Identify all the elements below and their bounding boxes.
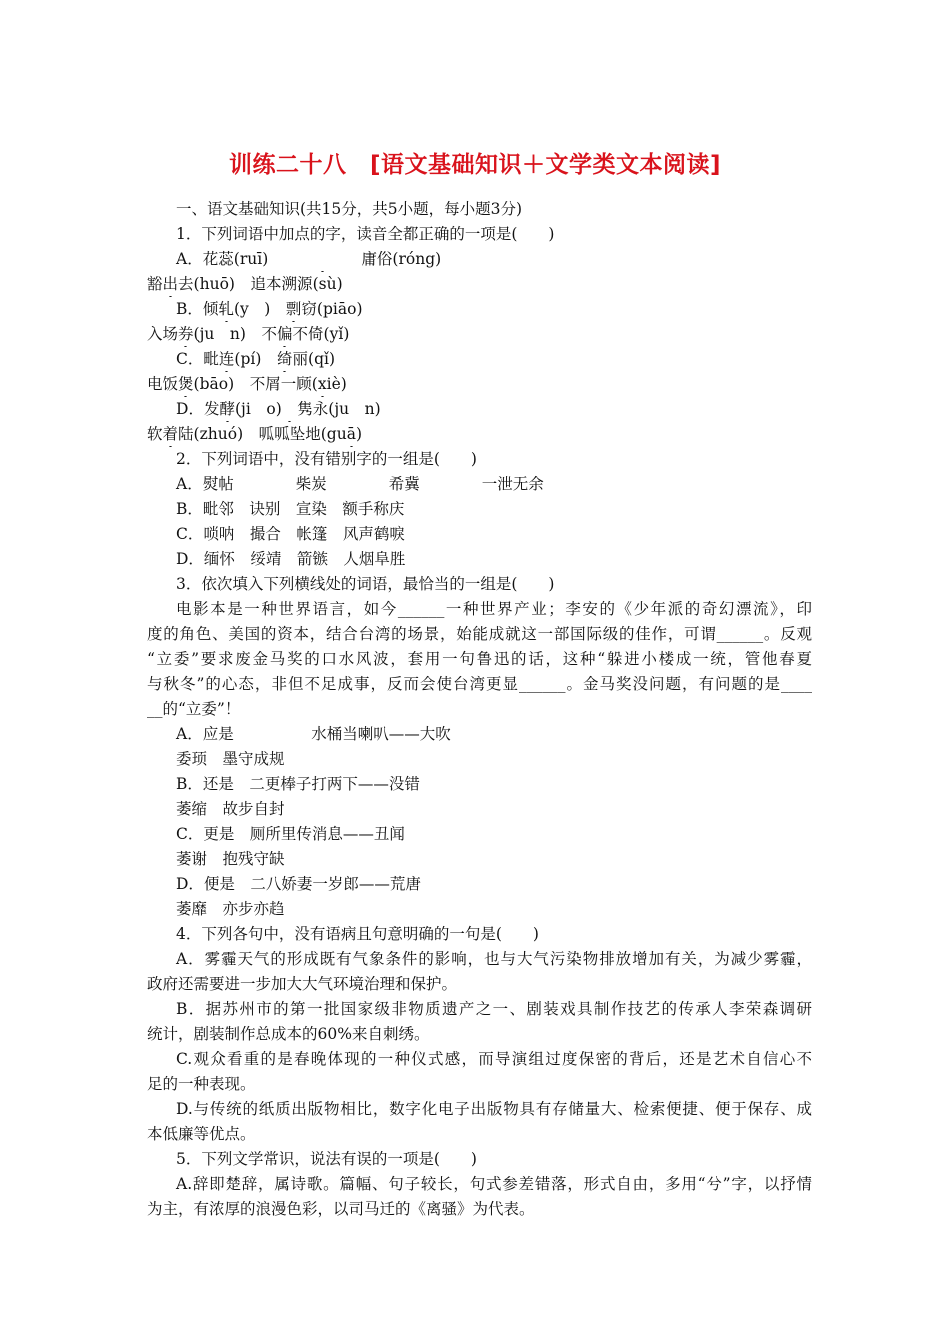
text-line: 萎谢 抱残守缺: [176, 850, 285, 868]
emphasis-dot-char: 券: [178, 322, 194, 347]
emphasis-dot-char: 出: [163, 272, 179, 297]
text-line: 萎靡 亦步亦趋: [176, 900, 285, 918]
text-line: A．应是 水桶当喇叭——大吹: [176, 725, 451, 743]
text-line: 为主，有浓厚的浪漫色彩，以司马迁的《离骚》为代表。: [147, 1200, 535, 1218]
text-line: 1．下列词语中加点的字，读音全都正确的一项是( ): [176, 225, 555, 243]
text-line: B．据苏州市的第一批国家级非物质遗产之一、剧装戏具制作技艺的传承人李荣森调研: [176, 1000, 812, 1018]
text-line: 足的一种表现。: [147, 1075, 256, 1093]
text-line: 豁出去(huō) 追本溯源(sù): [147, 272, 812, 297]
emphasis-dot-char: 连: [219, 347, 235, 372]
text-line: 政府还需要进一步加大大气环境治理和保护。: [147, 975, 458, 993]
text-line: 委顼 墨守成规: [176, 750, 285, 768]
text-line: 3．依次填入下列横线处的词语，最恰当的一组是( ): [176, 575, 555, 593]
text-line: D．缅怀 绥靖 箭镞 人烟阜胜: [176, 550, 406, 568]
text-line: D.与传统的纸质出版物相比，数字化电子出版物具有存储量大、检索便捷、便于保存、成: [176, 1100, 812, 1118]
text-line: 电影本是一种世界语言，如今______一种世界产业；李安的《少年派的奇幻漂流》，印: [176, 600, 812, 618]
text-line: __的“立委”！: [147, 700, 241, 718]
text-line: D．发酵(ji o) 隽永(ju n): [147, 397, 812, 422]
text-line: A.辞即楚辞，属诗歌。篇幅、句子较长，句式参差错落，形式自由，多用“兮”字，以抒情: [176, 1175, 812, 1193]
emphasis-dot-char: 轧: [218, 297, 234, 322]
emphasis-dot-char: 偏: [277, 322, 293, 347]
emphasis-dot-char: [282, 397, 298, 422]
page-title: 训练二十八 [语文基础知识＋文学类文本阅读]: [228, 152, 722, 178]
text-line: “立委”要求废金马奖的口水风波，套用一句鲁迅的话，这种“躲进小楼成一统，管他春夏: [147, 650, 812, 668]
text-line: 萎缩 故步自封: [176, 800, 285, 818]
text-line: C.观众看重的是春晚体现的一种仪式感，而导演组过度保密的背后，还是艺术自信心不: [176, 1050, 812, 1068]
emphasis-dot-char: [315, 247, 331, 272]
text-line: B．还是 二更棒子打两下——没错: [176, 775, 420, 793]
text-line: 4．下列各句中，没有语病且句意明确的一句是( ): [176, 925, 539, 943]
text-line: 一、语文基础知识(共15分，共5小题，每小题3分): [176, 200, 523, 218]
text-line: D．便是 二八娇妻一岁郎——荒唐: [176, 875, 421, 893]
text-line: A．花蕊(ruī) 庸俗(róng): [147, 247, 812, 272]
text-line: 度的角色、美国的资本，结合台湾的场景，始能成就这一部国际级的佳作，可谓______。反观: [147, 625, 812, 643]
text-line: B．毗邻 诀别 宣染 额手称庆: [176, 500, 405, 518]
text-line: 5．下列文学常识，说法有误的一项是( ): [176, 1150, 477, 1168]
text-line: A．熨帖 柴炭 希冀 一泄无余: [176, 475, 544, 493]
text-line: C．更是 厕所里传消息——丑闻: [176, 825, 405, 843]
emphasis-dot-char: x: [318, 372, 327, 397]
text-line: 入场券(ju n) 不偏不倚(yǐ): [147, 322, 812, 347]
text-line: C．唢呐 撮合 帐篷 风声鹤唳: [176, 525, 405, 543]
text-line: 软着陆(zhuó) 呱呱坠地(guā): [147, 422, 812, 447]
emphasis-dot-char: 酵: [219, 397, 235, 422]
text-line: 2．下列词语中，没有错别字的一组是( ): [176, 450, 477, 468]
text-line: 统计，剧装制作总成本的60%来自刺绣。: [147, 1025, 430, 1043]
text-line: 电饭煲(bāo) 不屑一顾(xiè): [147, 372, 812, 397]
emphasis-dot-char: 煲: [178, 372, 194, 397]
text-line: B．倾轧(y ) 剽窃(piāo): [147, 297, 812, 322]
text-line: C．毗连(pí) 绮丽(qǐ): [147, 347, 812, 372]
emphasis-dot-char: ā: [347, 422, 356, 447]
emphasis-dot-char: 剽: [286, 297, 302, 322]
text-line: 本低廉等优点。: [147, 1125, 256, 1143]
emphasis-dot-char: 着: [163, 422, 179, 447]
emphasis-dot-char: 绮: [277, 347, 293, 372]
exercise-body: [147, 197, 812, 1222]
text-line: A．雾霾天气的形成既有气象条件的影响，也与大气污染物排放增加有关，为减少雾霾，: [176, 950, 812, 968]
text-line: 与秋冬”的心态，非但不足成事，反而会使台湾更显______。金马奖没问题，有问题的是____: [147, 675, 812, 693]
